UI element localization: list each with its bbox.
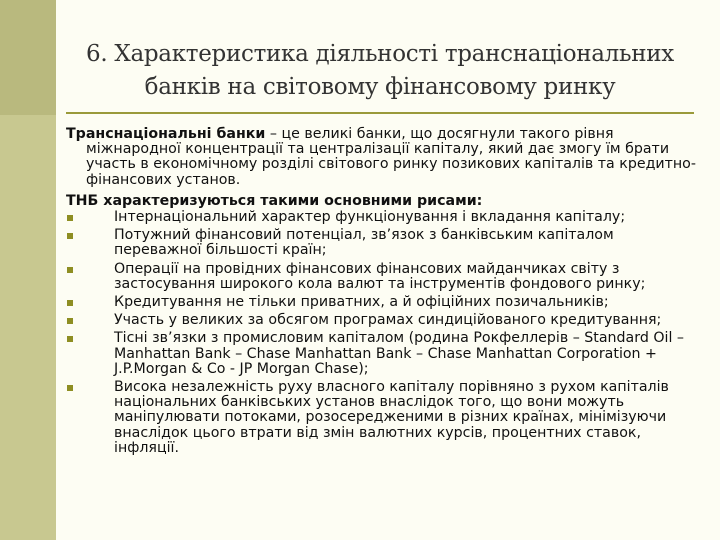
features-heading: ТНБ характеризуються такими основними рисами:	[66, 192, 483, 209]
list-item	[66, 262, 702, 292]
list-item-text: Потужний фінансовий потенціал, зв’язок з банківським капіталом переважної більшості країн;	[114, 227, 614, 259]
list-item	[66, 380, 702, 456]
left-decorative-band-top	[0, 0, 56, 115]
square-bullet-icon	[67, 385, 73, 391]
list-item	[66, 331, 702, 377]
square-bullet-icon	[67, 336, 73, 342]
list-item	[66, 228, 702, 258]
list-item	[66, 295, 702, 310]
title-divider	[66, 112, 694, 114]
list-item-text: Участь у великих за обсягом програмах синдиційованого кредитування;	[114, 312, 662, 329]
list-item	[66, 210, 702, 225]
slide-title-line-2: банків на світовому фінансовому ринку	[144, 74, 616, 100]
list-item-text: Тісні зв’язки з промисловим капіталом (родина Рокфеллерів – Standard Oil – Manhattan Bank – Chase Manhattan Bank – Chase Manhattan Corporation + J.P.Morgan & Co - JP Morgan Chase);	[114, 330, 685, 377]
slide-body	[66, 127, 702, 459]
square-bullet-icon	[67, 300, 73, 306]
square-bullet-icon	[67, 215, 73, 221]
features-list	[66, 210, 702, 456]
square-bullet-icon	[67, 267, 73, 273]
definition-term: Транснаціональні банки	[66, 126, 266, 142]
square-bullet-icon	[67, 233, 73, 239]
definition-paragraph	[66, 127, 702, 188]
square-bullet-icon	[67, 318, 73, 324]
list-item-text: Кредитування не тільки приватних, а й офіційних позичальників;	[114, 294, 609, 311]
slide-title-line-1: 6. Характеристика діяльності транснаціональних	[86, 41, 674, 67]
list-item	[66, 313, 702, 328]
slide-title	[60, 38, 700, 104]
definition-text: – це великі банки, що досягнули такого рівня міжнародної концентрації та централізації капіталу, який дає змогу їм брати участь в економічному розділі світового ринку позикових капіталів та кредитно-фінансових установ.	[86, 126, 696, 188]
list-item-text: Інтернаціональний характер функціонування і вкладання капіталу;	[114, 209, 626, 226]
list-item-text: Операції на провідних фінансових фінансових майданчиках світу з застосування широкого кола валют та інструментів фондового ринку;	[114, 260, 646, 292]
list-item-text: Висока незалежність руху власного капіталу порівняно з рухом капіталів національних банківських установ внаслідок того, що вони можуть маніпулювати потоками, розосередженими в різних країнах, мінімізуючи внаслідок цього втрати від змін валютних курсів, процентних ставок, інфляції.	[114, 379, 669, 456]
